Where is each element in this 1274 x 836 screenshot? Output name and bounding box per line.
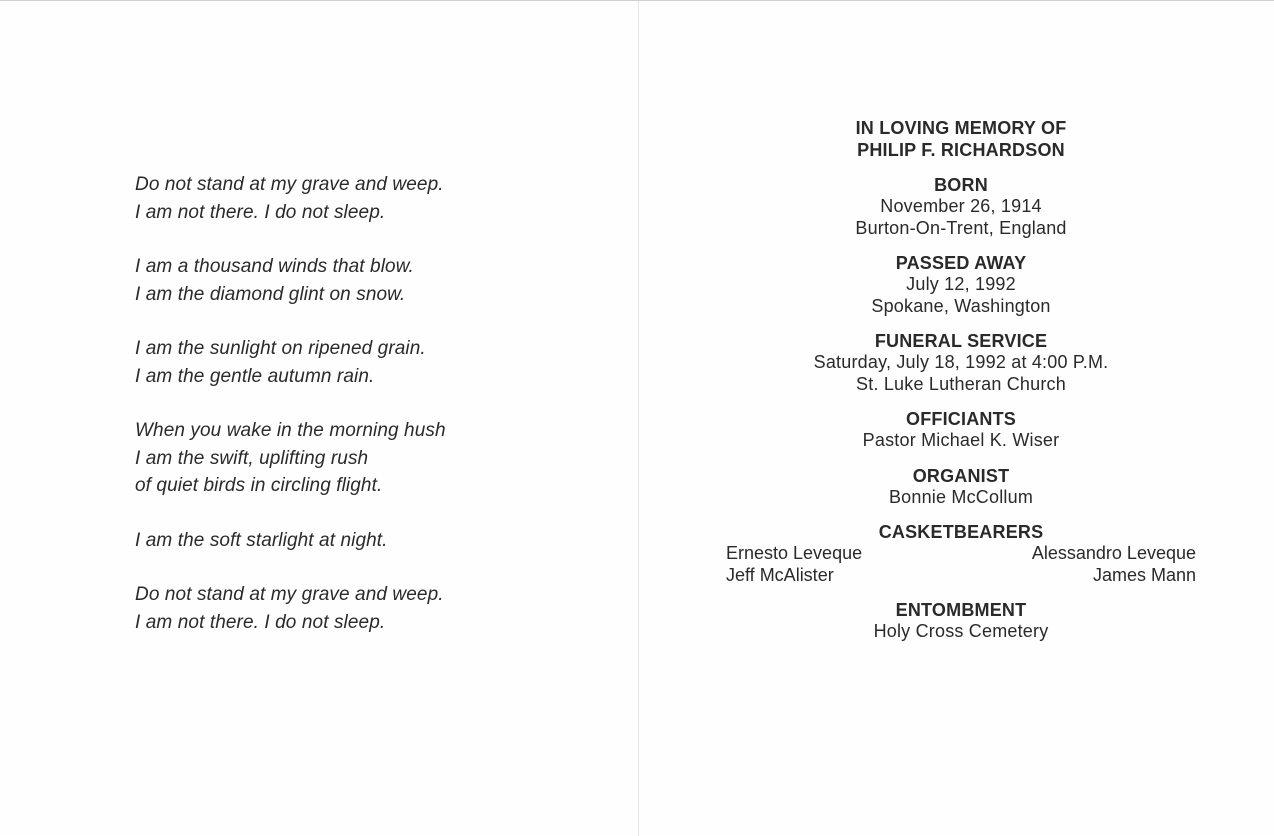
poem-stanza: [135, 335, 585, 390]
passed-away-section: [726, 252, 1196, 317]
deceased-name: PHILIP F. RICHARDSON: [857, 140, 1065, 160]
officiants-section: [726, 408, 1196, 452]
section-heading: ENTOMBMENT: [895, 600, 1027, 620]
casketbearer-name: Jeff McAlister: [726, 564, 834, 585]
casketbearer-name: Ernesto Leveque: [726, 543, 863, 563]
section-heading: FUNERAL SERVICE: [874, 331, 1048, 351]
poem-stanza: [135, 171, 585, 226]
organist-name: Bonnie McCollum: [888, 486, 1034, 507]
entombment-section: [726, 599, 1196, 643]
poem-line: Do not stand at my grave and weep.: [135, 174, 444, 195]
poem-line: I am the soft starlight at night.: [135, 529, 388, 551]
section-heading: BORN: [934, 175, 988, 195]
birth-place: Burton-On-Trent, England: [855, 217, 1067, 238]
casketbearers-list: [726, 543, 1196, 586]
poem-line: When you wake in the morning hush: [135, 420, 446, 441]
casketbearer-name: James Mann: [1092, 564, 1196, 585]
born-section: [726, 174, 1196, 239]
service-datetime: Saturday, July 18, 1992 at 4:00 P.M.: [813, 352, 1109, 372]
memorial-details-panel: [726, 117, 1196, 656]
poem-line: I am the diamond glint on snow.: [135, 283, 406, 305]
poem-stanza: [135, 417, 585, 500]
officiant-name: Pastor Michael K. Wiser: [862, 430, 1060, 450]
entombment-place: Holy Cross Cemetery: [873, 621, 1049, 641]
poem-line: I am the gentle autumn rain.: [135, 365, 375, 387]
poem-line: I am a thousand winds that blow.: [135, 256, 414, 277]
death-place: Spokane, Washington: [871, 295, 1051, 316]
birth-date: November 26, 1914: [880, 196, 1042, 216]
memorial-title: [726, 117, 1196, 161]
poem-line: I am the sunlight on ripened grain.: [135, 338, 426, 359]
section-heading: CASKETBEARERS: [878, 522, 1044, 542]
casketbearers-section: [726, 521, 1196, 586]
poem-stanza: [135, 527, 585, 555]
poem-stanza: [135, 253, 585, 308]
casketbearer-name: Alessandro Leveque: [1031, 543, 1196, 563]
poem-line: I am not there. I do not sleep.: [135, 201, 386, 223]
poem-panel: [135, 171, 585, 663]
card-fold-line: [638, 1, 639, 836]
poem-line: Do not stand at my grave and weep.: [135, 584, 444, 605]
death-date: July 12, 1992: [906, 274, 1016, 294]
funeral-service-section: [726, 330, 1196, 395]
title-line: IN LOVING MEMORY OF: [855, 118, 1067, 138]
poem-line: I am the swift, uplifting rush: [135, 447, 369, 469]
poem-line: of quiet birds in circling flight.: [135, 475, 383, 496]
service-place: St. Luke Lutheran Church: [856, 373, 1066, 394]
section-heading: OFFICIANTS: [906, 409, 1016, 429]
section-heading: ORGANIST: [912, 465, 1010, 486]
section-heading: PASSED AWAY: [895, 253, 1027, 273]
poem-line: I am not there. I do not sleep.: [135, 611, 386, 633]
poem-stanza: [135, 581, 585, 636]
organist-section: [726, 465, 1196, 509]
